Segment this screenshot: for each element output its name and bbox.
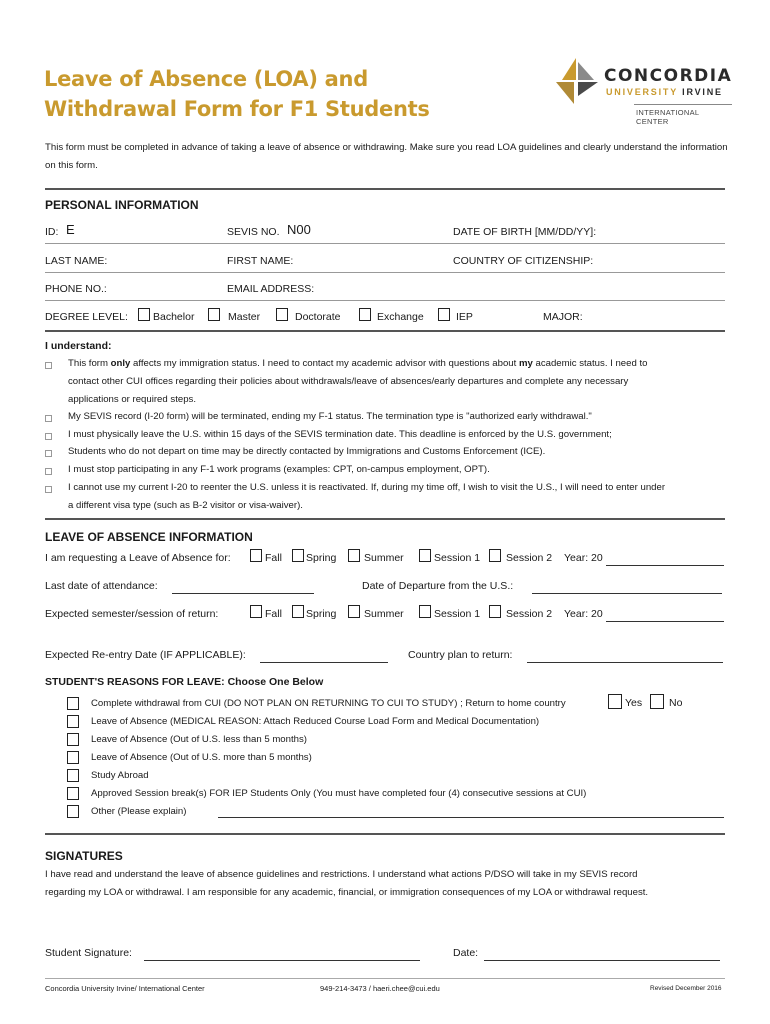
understand-item-1-a: This form bbox=[68, 358, 111, 369]
reason-iep-break-checkbox[interactable] bbox=[67, 787, 79, 800]
sevis-label: SEVIS NO. bbox=[227, 226, 280, 238]
personal-info-heading: PERSONAL INFORMATION bbox=[45, 198, 199, 212]
understand-item-6-line-2: a different visa type (such as B-2 visitor or visa-waiver). bbox=[68, 500, 303, 511]
first-name-label: FIRST NAME: bbox=[227, 255, 294, 267]
footer-left: Concordia University Irvine/ International Center bbox=[45, 984, 205, 993]
understand-item-1 bbox=[68, 358, 648, 369]
logo-subtitle bbox=[606, 87, 723, 97]
row-divider bbox=[45, 272, 725, 273]
return-summer-checkbox[interactable] bbox=[348, 605, 360, 618]
understand-item-1-line-2: contact other CUI offices regarding their policies about withdrawals/leave of absences/early departures and complete any necessary bbox=[68, 376, 629, 387]
bullet-box-icon bbox=[45, 415, 52, 422]
reason-medical-label: Leave of Absence (MEDICAL REASON: Attach Reduced Course Load Form and Medical Documentation) bbox=[91, 716, 540, 727]
concordia-logo-mark-icon bbox=[552, 58, 602, 106]
request-summer-label: Summer bbox=[364, 552, 404, 564]
country-plan-label: Country plan to return: bbox=[408, 649, 513, 661]
understand-item-3: I must physically leave the U.S. within 15 days of the SEVIS termination date. This deadline is enforced by the U.S. government; bbox=[68, 429, 612, 440]
bullet-box-icon bbox=[45, 468, 52, 475]
bullet-box-icon bbox=[45, 486, 52, 493]
form-title bbox=[44, 64, 430, 124]
signature-date-label: Date: bbox=[453, 947, 479, 959]
country-label: COUNTRY OF CITIZENSHIP: bbox=[453, 255, 594, 267]
reason-study-abroad-checkbox[interactable] bbox=[67, 769, 79, 782]
request-fall-checkbox[interactable] bbox=[250, 549, 262, 562]
understand-item-5: I must stop participating in any F-1 work programs (examples: CPT, on-campus employment, OPT). bbox=[68, 464, 490, 475]
departure-date-label: Date of Departure from the U.S.: bbox=[362, 580, 514, 592]
return-home-no-label: No bbox=[669, 697, 683, 709]
return-home-yes-label: Yes bbox=[625, 697, 643, 709]
degree-bachelor-checkbox[interactable] bbox=[138, 308, 150, 321]
return-fall-checkbox[interactable] bbox=[250, 605, 262, 618]
return-spring-label: Spring bbox=[306, 608, 337, 620]
degree-doctorate-label: Doctorate bbox=[295, 311, 341, 323]
return-session1-checkbox[interactable] bbox=[419, 605, 431, 618]
section-divider bbox=[45, 518, 725, 520]
degree-iep-checkbox[interactable] bbox=[438, 308, 450, 321]
degree-bachelor-label: Bachelor bbox=[153, 311, 195, 323]
student-signature-field[interactable] bbox=[144, 960, 420, 961]
requesting-label: I am requesting a Leave of Absence for: bbox=[45, 552, 231, 564]
request-spring-label: Spring bbox=[306, 552, 337, 564]
row-divider bbox=[45, 243, 725, 244]
degree-doctorate-checkbox[interactable] bbox=[276, 308, 288, 321]
section-divider bbox=[45, 188, 725, 190]
understand-item-2: My SEVIS record (I-20 form) will be terminated, ending my F-1 status. The termination type is "authorized early withdrawal." bbox=[68, 411, 592, 422]
return-session2-label: Session 2 bbox=[506, 608, 553, 620]
reason-less-5-months-label: Leave of Absence (Out of U.S. less than 5 months) bbox=[91, 734, 307, 745]
footer-contact: 949-214-3473 / haeri.chee@cui.edu bbox=[320, 984, 440, 993]
request-year-label: Year: 20 bbox=[564, 552, 603, 564]
id-field[interactable]: E bbox=[66, 222, 75, 237]
degree-level-label: DEGREE LEVEL: bbox=[45, 311, 128, 323]
signatures-heading: SIGNATURES bbox=[45, 849, 123, 863]
footer-revised: Revised December 2016 bbox=[650, 985, 722, 992]
reason-other-label: Other (Please explain) bbox=[91, 806, 187, 817]
request-session1-label: Session 1 bbox=[434, 552, 481, 564]
request-session1-checkbox[interactable] bbox=[419, 549, 431, 562]
understand-item-1-line-3: applications or required steps. bbox=[68, 394, 196, 405]
degree-iep-label: IEP bbox=[456, 311, 473, 323]
signatures-text-line-1: I have read and understand the leave of absence guidelines and restrictions. I understand what actions P/DSO will take in my SEVIS record bbox=[45, 869, 638, 880]
return-year-field[interactable] bbox=[606, 621, 724, 622]
understand-item-4: Students who do not depart on time may be directly contacted by Immigrations and Customs Enforcement (ICE). bbox=[68, 446, 546, 457]
reasons-heading: STUDENT'S REASONS FOR LEAVE: Choose One Below bbox=[45, 676, 324, 688]
reentry-date-label: Expected Re-entry Date (IF APPLICABLE): bbox=[45, 649, 246, 661]
section-divider bbox=[45, 833, 725, 835]
phone-label: PHONE NO.: bbox=[45, 283, 107, 295]
reason-more-5-months-label: Leave of Absence (Out of U.S. more than 5 months) bbox=[91, 752, 312, 763]
dob-label: DATE OF BIRTH [MM/DD/YY]: bbox=[453, 226, 597, 238]
email-label: EMAIL ADDRESS: bbox=[227, 283, 315, 295]
id-label: ID: bbox=[45, 226, 59, 238]
footer-divider bbox=[45, 978, 725, 979]
concordia-logo bbox=[552, 56, 733, 126]
request-session2-label: Session 2 bbox=[506, 552, 553, 564]
form-title-line-2: Withdrawal Form for F1 Students bbox=[44, 97, 430, 121]
logo-sub-university: UNIVERSITY bbox=[606, 87, 678, 97]
sevis-field[interactable]: N00 bbox=[287, 222, 311, 237]
reason-study-abroad-label: Study Abroad bbox=[91, 770, 149, 781]
understand-item-1-bold: only bbox=[110, 358, 131, 369]
understand-heading: I understand: bbox=[45, 340, 112, 352]
major-label: MAJOR: bbox=[543, 311, 583, 323]
intro-text: This form must be completed in advance of taking a leave of absence or withdrawing. Make sure you read LOA guidelines and clearly understand the information on this form. bbox=[45, 142, 728, 171]
departure-date-field[interactable] bbox=[532, 593, 722, 594]
degree-master-label: Master bbox=[228, 311, 261, 323]
signature-date-field[interactable] bbox=[484, 960, 720, 961]
understand-item-1-c: academic status. I need to bbox=[532, 358, 648, 369]
reason-more-5-months-checkbox[interactable] bbox=[67, 751, 79, 764]
reason-iep-break-label: Approved Session break(s) FOR IEP Students Only (You must have completed four (4) consecutive sessions at CUI) bbox=[91, 788, 587, 799]
last-name-label: LAST NAME: bbox=[45, 255, 108, 267]
return-year-label: Year: 20 bbox=[564, 608, 603, 620]
reason-other-checkbox[interactable] bbox=[67, 805, 79, 818]
degree-master-checkbox[interactable] bbox=[208, 308, 220, 321]
understand-item-1-bold2: my bbox=[518, 358, 533, 369]
country-plan-field[interactable] bbox=[527, 662, 723, 663]
reason-withdrawal-label: Complete withdrawal from CUI (DO NOT PLAN ON RETURNING TO CUI TO STUDY) ; Return to home country bbox=[91, 698, 566, 709]
return-session2-checkbox[interactable] bbox=[489, 605, 501, 618]
reason-medical-checkbox[interactable] bbox=[67, 715, 79, 728]
request-session2-checkbox[interactable] bbox=[489, 549, 501, 562]
signatures-text-line-2: regarding my LOA or withdrawal. I am responsible for any academic, financial, or immigration consequences of my LOA or withdrawal request. bbox=[45, 887, 649, 898]
return-summer-label: Summer bbox=[364, 608, 404, 620]
row-divider bbox=[45, 300, 725, 301]
logo-international-center: INTERNATIONAL CENTER bbox=[636, 108, 700, 126]
bullet-box-icon bbox=[45, 433, 52, 440]
bullet-box-icon bbox=[45, 450, 52, 457]
last-date-field[interactable] bbox=[172, 593, 314, 594]
return-spring-checkbox[interactable] bbox=[292, 605, 304, 618]
last-date-label: Last date of attendance: bbox=[45, 580, 158, 592]
reentry-date-field[interactable] bbox=[260, 662, 388, 663]
logo-sub-irvine: IRVINE bbox=[682, 87, 723, 97]
return-home-no-checkbox[interactable] bbox=[650, 694, 664, 709]
bullet-box-icon bbox=[45, 362, 52, 369]
degree-exchange-label: Exchange bbox=[377, 311, 424, 323]
student-signature-label: Student Signature: bbox=[45, 947, 132, 959]
understand-item-6: I cannot use my current I-20 to reenter the U.S. unless it is reactivated. If, during my time off, I wish to visit the U.S., I will need to enter under bbox=[68, 482, 666, 493]
return-session-label: Expected semester/session of return: bbox=[45, 608, 219, 620]
logo-name: CONCORDIA bbox=[604, 66, 733, 86]
return-home-yes-checkbox[interactable] bbox=[608, 694, 622, 709]
reason-less-5-months-checkbox[interactable] bbox=[67, 733, 79, 746]
loa-heading: LEAVE OF ABSENCE INFORMATION bbox=[45, 530, 253, 544]
request-summer-checkbox[interactable] bbox=[348, 549, 360, 562]
logo-divider bbox=[634, 104, 732, 105]
return-fall-label: Fall bbox=[265, 608, 282, 620]
reason-other-explain-field[interactable] bbox=[218, 817, 724, 818]
section-divider bbox=[45, 330, 725, 332]
request-fall-label: Fall bbox=[265, 552, 282, 564]
form-title-line-1: Leave of Absence (LOA) and bbox=[44, 67, 368, 91]
understand-item-1-b: affects my immigration status. I need to contact my academic advisor with questions about bbox=[130, 358, 519, 369]
return-session1-label: Session 1 bbox=[434, 608, 481, 620]
request-spring-checkbox[interactable] bbox=[292, 549, 304, 562]
reason-withdrawal-checkbox[interactable] bbox=[67, 697, 79, 710]
request-year-field[interactable] bbox=[606, 565, 724, 566]
degree-exchange-checkbox[interactable] bbox=[359, 308, 371, 321]
